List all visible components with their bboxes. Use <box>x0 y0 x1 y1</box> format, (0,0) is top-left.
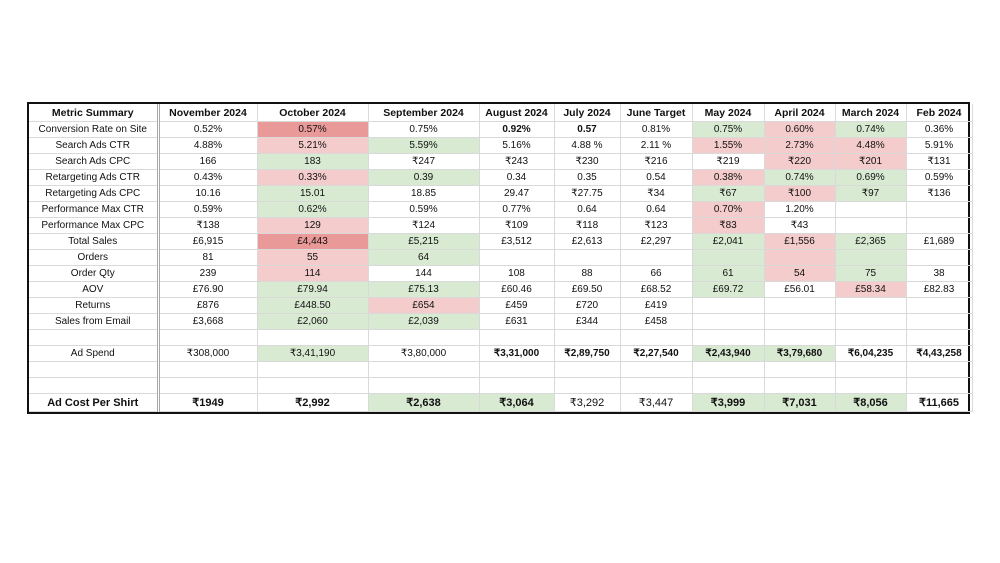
cell-october-2024[interactable]: 55 <box>257 250 368 266</box>
cell-august-2024[interactable]: £3,512 <box>479 234 554 250</box>
header-september-2024[interactable]: September 2024 <box>368 104 479 122</box>
cell-november-2024[interactable]: 239 <box>158 266 257 282</box>
row-performance-max-cpc <box>29 218 972 234</box>
cell-june-target[interactable]: ₹216 <box>620 154 692 170</box>
cell-june-target[interactable]: ₹3,447 <box>620 394 692 412</box>
cell-july-2024[interactable]: ₹3,292 <box>554 394 620 412</box>
row-retargeting-ads-cpc <box>29 186 972 202</box>
empty-cell[interactable] <box>257 362 368 378</box>
cell-april-2024[interactable]: 0.74% <box>764 170 835 186</box>
row-label[interactable]: Ad Cost Per Shirt <box>29 394 158 412</box>
cell-october-2024[interactable]: £79.94 <box>257 282 368 298</box>
cell-november-2024[interactable]: 0.43% <box>158 170 257 186</box>
cell-july-2024[interactable]: 88 <box>554 266 620 282</box>
empty-cell[interactable] <box>368 330 479 346</box>
spacer-row <box>29 362 972 378</box>
row-label[interactable]: Ad Spend <box>29 346 158 362</box>
empty-cell[interactable] <box>764 330 835 346</box>
empty-cell[interactable] <box>554 330 620 346</box>
cell-april-2024[interactable]: ₹100 <box>764 186 835 202</box>
cell-feb-2024[interactable]: 0.59% <box>906 170 972 186</box>
cell-august-2024[interactable]: ₹109 <box>479 218 554 234</box>
row-label[interactable]: Order Qty <box>29 266 158 282</box>
cell-march-2024[interactable]: ₹6,04,235 <box>835 346 906 362</box>
cell-may-2024[interactable]: £69.72 <box>692 282 764 298</box>
cell-april-2024[interactable]: 2.73% <box>764 138 835 154</box>
cell-june-target[interactable]: 0.81% <box>620 122 692 138</box>
cell-november-2024[interactable]: 0.59% <box>158 202 257 218</box>
row-orders <box>29 250 972 266</box>
cell-july-2024[interactable]: 0.64 <box>554 202 620 218</box>
cell-march-2024[interactable]: 0.74% <box>835 122 906 138</box>
header-metric-summary[interactable]: Metric Summary <box>29 104 158 122</box>
empty-cell[interactable] <box>29 362 158 378</box>
cell-july-2024[interactable] <box>554 250 620 266</box>
row-search-ads-cpc <box>29 154 972 170</box>
row-order-qty <box>29 266 972 282</box>
cell-march-2024[interactable]: ₹201 <box>835 154 906 170</box>
empty-cell[interactable] <box>554 362 620 378</box>
cell-august-2024[interactable]: ₹3,064 <box>479 394 554 412</box>
cell-april-2024[interactable] <box>764 250 835 266</box>
cell-june-target[interactable]: ₹34 <box>620 186 692 202</box>
empty-cell[interactable] <box>620 330 692 346</box>
cell-may-2024[interactable] <box>692 314 764 330</box>
row-label[interactable]: Performance Max CPC <box>29 218 158 234</box>
cell-feb-2024[interactable]: £1,689 <box>906 234 972 250</box>
cell-september-2024[interactable]: 0.75% <box>368 122 479 138</box>
cell-march-2024[interactable]: £2,365 <box>835 234 906 250</box>
cell-june-target[interactable]: 0.54 <box>620 170 692 186</box>
cell-may-2024[interactable]: 0.70% <box>692 202 764 218</box>
cell-feb-2024[interactable]: ₹136 <box>906 186 972 202</box>
header-row <box>29 104 972 122</box>
cell-august-2024[interactable]: £459 <box>479 298 554 314</box>
cell-august-2024[interactable]: ₹243 <box>479 154 554 170</box>
cell-june-target[interactable]: £419 <box>620 298 692 314</box>
cell-october-2024[interactable]: £448.50 <box>257 298 368 314</box>
empty-cell[interactable] <box>158 362 257 378</box>
cell-september-2024[interactable]: 144 <box>368 266 479 282</box>
cell-july-2024[interactable]: ₹230 <box>554 154 620 170</box>
cell-may-2024[interactable]: 61 <box>692 266 764 282</box>
cell-feb-2024[interactable] <box>906 314 972 330</box>
cell-august-2024[interactable] <box>479 250 554 266</box>
cell-october-2024[interactable]: 5.21% <box>257 138 368 154</box>
cell-september-2024[interactable]: 18.85 <box>368 186 479 202</box>
cell-october-2024[interactable]: 15.01 <box>257 186 368 202</box>
cell-november-2024[interactable]: ₹138 <box>158 218 257 234</box>
cell-november-2024[interactable]: 4.88% <box>158 138 257 154</box>
cell-august-2024[interactable]: £60.46 <box>479 282 554 298</box>
cell-june-target[interactable]: 66 <box>620 266 692 282</box>
cell-may-2024[interactable]: ₹3,999 <box>692 394 764 412</box>
empty-cell[interactable] <box>257 378 368 394</box>
header-october-2024[interactable]: October 2024 <box>257 104 368 122</box>
cell-may-2024[interactable]: ₹2,43,940 <box>692 346 764 362</box>
cell-october-2024[interactable]: 114 <box>257 266 368 282</box>
empty-cell[interactable] <box>692 330 764 346</box>
cell-august-2024[interactable]: 0.77% <box>479 202 554 218</box>
cell-september-2024[interactable]: 0.39 <box>368 170 479 186</box>
cell-march-2024[interactable] <box>835 298 906 314</box>
cell-april-2024[interactable]: ₹7,031 <box>764 394 835 412</box>
cell-may-2024[interactable]: ₹67 <box>692 186 764 202</box>
cell-august-2024[interactable]: 108 <box>479 266 554 282</box>
cell-november-2024[interactable]: £6,915 <box>158 234 257 250</box>
empty-cell[interactable] <box>29 330 158 346</box>
row-label[interactable]: Search Ads CTR <box>29 138 158 154</box>
cell-november-2024[interactable]: ₹308,000 <box>158 346 257 362</box>
cell-july-2024[interactable]: 0.57 <box>554 122 620 138</box>
cell-april-2024[interactable]: £1,556 <box>764 234 835 250</box>
cell-feb-2024[interactable]: ₹131 <box>906 154 972 170</box>
cell-may-2024[interactable]: 1.55% <box>692 138 764 154</box>
cell-march-2024[interactable]: ₹97 <box>835 186 906 202</box>
empty-cell[interactable] <box>692 362 764 378</box>
cell-july-2024[interactable]: £69.50 <box>554 282 620 298</box>
cell-august-2024[interactable]: ₹3,31,000 <box>479 346 554 362</box>
header-april-2024[interactable]: April 2024 <box>764 104 835 122</box>
empty-cell[interactable] <box>158 378 257 394</box>
cell-september-2024[interactable]: 0.59% <box>368 202 479 218</box>
cell-october-2024[interactable]: 0.62% <box>257 202 368 218</box>
row-sales-from-email <box>29 314 972 330</box>
header-may-2024[interactable]: May 2024 <box>692 104 764 122</box>
header-november-2024[interactable]: November 2024 <box>158 104 257 122</box>
cell-july-2024[interactable]: 4.88 % <box>554 138 620 154</box>
cell-october-2024[interactable]: ₹3,41,190 <box>257 346 368 362</box>
header-june-target[interactable]: June Target <box>620 104 692 122</box>
cell-april-2024[interactable]: 54 <box>764 266 835 282</box>
empty-cell[interactable] <box>554 378 620 394</box>
empty-cell[interactable] <box>906 362 972 378</box>
cell-october-2024[interactable]: 183 <box>257 154 368 170</box>
cell-november-2024[interactable]: 81 <box>158 250 257 266</box>
spacer-row <box>29 330 972 346</box>
row-label[interactable]: Retargeting Ads CPC <box>29 186 158 202</box>
row-label[interactable]: Conversion Rate on Site <box>29 122 158 138</box>
cell-april-2024[interactable]: £56.01 <box>764 282 835 298</box>
cell-july-2024[interactable]: £344 <box>554 314 620 330</box>
cell-august-2024[interactable]: £631 <box>479 314 554 330</box>
cell-feb-2024[interactable]: ₹11,665 <box>906 394 972 412</box>
header-feb-2024[interactable]: Feb 2024 <box>906 104 972 122</box>
empty-cell[interactable] <box>835 330 906 346</box>
cell-september-2024[interactable]: £75.13 <box>368 282 479 298</box>
empty-cell[interactable] <box>620 362 692 378</box>
cell-april-2024[interactable] <box>764 298 835 314</box>
cell-june-target[interactable]: ₹123 <box>620 218 692 234</box>
cell-march-2024[interactable]: 0.69% <box>835 170 906 186</box>
cell-july-2024[interactable]: ₹2,89,750 <box>554 346 620 362</box>
cell-feb-2024[interactable]: £82.83 <box>906 282 972 298</box>
cell-october-2024[interactable]: ₹2,992 <box>257 394 368 412</box>
row-performance-max-ctr <box>29 202 972 218</box>
cell-may-2024[interactable]: ₹83 <box>692 218 764 234</box>
cell-april-2024[interactable]: 0.60% <box>764 122 835 138</box>
cell-june-target[interactable]: 2.11 % <box>620 138 692 154</box>
row-ad-spend <box>29 346 972 362</box>
cell-november-2024[interactable]: 10.16 <box>158 186 257 202</box>
row-label[interactable]: AOV <box>29 282 158 298</box>
cell-feb-2024[interactable]: 0.36% <box>906 122 972 138</box>
empty-cell[interactable] <box>906 330 972 346</box>
empty-cell[interactable] <box>835 378 906 394</box>
empty-cell[interactable] <box>368 362 479 378</box>
cell-july-2024[interactable]: ₹118 <box>554 218 620 234</box>
row-conversion-rate-on-site <box>29 122 972 138</box>
cell-may-2024[interactable]: ₹219 <box>692 154 764 170</box>
cell-march-2024[interactable] <box>835 250 906 266</box>
row-ad-cost-per-shirt <box>29 394 972 412</box>
cell-november-2024[interactable]: 166 <box>158 154 257 170</box>
cell-august-2024[interactable]: 5.16% <box>479 138 554 154</box>
spacer-row <box>29 378 972 394</box>
row-aov <box>29 282 972 298</box>
cell-may-2024[interactable]: £2,041 <box>692 234 764 250</box>
row-label[interactable]: Performance Max CTR <box>29 202 158 218</box>
cell-feb-2024[interactable] <box>906 202 972 218</box>
empty-cell[interactable] <box>479 378 554 394</box>
cell-june-target[interactable]: £2,297 <box>620 234 692 250</box>
empty-cell[interactable] <box>692 378 764 394</box>
cell-october-2024[interactable]: 0.57% <box>257 122 368 138</box>
empty-cell[interactable] <box>835 362 906 378</box>
cell-june-target[interactable]: ₹2,27,540 <box>620 346 692 362</box>
cell-october-2024[interactable]: £2,060 <box>257 314 368 330</box>
row-label[interactable]: Total Sales <box>29 234 158 250</box>
cell-november-2024[interactable]: £876 <box>158 298 257 314</box>
cell-november-2024[interactable]: 0.52% <box>158 122 257 138</box>
row-label[interactable]: Search Ads CPC <box>29 154 158 170</box>
cell-may-2024[interactable]: 0.75% <box>692 122 764 138</box>
empty-cell[interactable] <box>906 378 972 394</box>
cell-march-2024[interactable] <box>835 202 906 218</box>
header-july-2024[interactable]: July 2024 <box>554 104 620 122</box>
metric-table <box>29 104 973 412</box>
cell-september-2024[interactable]: ₹124 <box>368 218 479 234</box>
cell-feb-2024[interactable]: 5.91% <box>906 138 972 154</box>
cell-november-2024[interactable]: ₹1949 <box>158 394 257 412</box>
cell-september-2024[interactable]: ₹3,80,000 <box>368 346 479 362</box>
cell-april-2024[interactable]: ₹220 <box>764 154 835 170</box>
cell-august-2024[interactable]: 0.92% <box>479 122 554 138</box>
empty-cell[interactable] <box>479 362 554 378</box>
cell-august-2024[interactable]: 0.34 <box>479 170 554 186</box>
cell-september-2024[interactable]: £2,039 <box>368 314 479 330</box>
cell-may-2024[interactable] <box>692 298 764 314</box>
cell-july-2024[interactable]: £2,613 <box>554 234 620 250</box>
cell-april-2024[interactable]: 1.20% <box>764 202 835 218</box>
row-label[interactable]: Sales from Email <box>29 314 158 330</box>
cell-march-2024[interactable]: ₹8,056 <box>835 394 906 412</box>
cell-june-target[interactable]: 0.64 <box>620 202 692 218</box>
empty-cell[interactable] <box>764 362 835 378</box>
cell-november-2024[interactable]: £76.90 <box>158 282 257 298</box>
cell-feb-2024[interactable]: 38 <box>906 266 972 282</box>
cell-march-2024[interactable] <box>835 218 906 234</box>
cell-may-2024[interactable]: 0.38% <box>692 170 764 186</box>
cell-july-2024[interactable]: ₹27.75 <box>554 186 620 202</box>
row-label[interactable]: Returns <box>29 298 158 314</box>
cell-september-2024[interactable]: £5,215 <box>368 234 479 250</box>
cell-september-2024[interactable]: ₹247 <box>368 154 479 170</box>
cell-july-2024[interactable]: £720 <box>554 298 620 314</box>
metric-summary-sheet <box>27 102 970 414</box>
cell-april-2024[interactable]: ₹3,79,680 <box>764 346 835 362</box>
cell-july-2024[interactable]: 0.35 <box>554 170 620 186</box>
cell-june-target[interactable]: £68.52 <box>620 282 692 298</box>
cell-april-2024[interactable]: ₹43 <box>764 218 835 234</box>
cell-september-2024[interactable]: ₹2,638 <box>368 394 479 412</box>
row-label[interactable]: Retargeting Ads CTR <box>29 170 158 186</box>
cell-june-target[interactable]: £458 <box>620 314 692 330</box>
empty-cell[interactable] <box>764 378 835 394</box>
empty-cell[interactable] <box>257 330 368 346</box>
cell-march-2024[interactable] <box>835 314 906 330</box>
cell-april-2024[interactable] <box>764 314 835 330</box>
cell-march-2024[interactable]: £58.34 <box>835 282 906 298</box>
cell-feb-2024[interactable] <box>906 250 972 266</box>
empty-cell[interactable] <box>29 378 158 394</box>
cell-may-2024[interactable] <box>692 250 764 266</box>
row-search-ads-ctr <box>29 138 972 154</box>
cell-october-2024[interactable]: £4,443 <box>257 234 368 250</box>
row-returns <box>29 298 972 314</box>
cell-march-2024[interactable]: 4.48% <box>835 138 906 154</box>
cell-march-2024[interactable]: 75 <box>835 266 906 282</box>
row-label[interactable]: Orders <box>29 250 158 266</box>
cell-november-2024[interactable]: £3,668 <box>158 314 257 330</box>
header-march-2024[interactable]: March 2024 <box>835 104 906 122</box>
cell-feb-2024[interactable] <box>906 298 972 314</box>
empty-cell[interactable] <box>620 378 692 394</box>
cell-feb-2024[interactable] <box>906 218 972 234</box>
cell-august-2024[interactable]: 29.47 <box>479 186 554 202</box>
empty-cell[interactable] <box>479 330 554 346</box>
empty-cell[interactable] <box>368 378 479 394</box>
cell-september-2024[interactable]: 64 <box>368 250 479 266</box>
cell-feb-2024[interactable]: ₹4,43,258 <box>906 346 972 362</box>
row-retargeting-ads-ctr <box>29 170 972 186</box>
header-august-2024[interactable]: August 2024 <box>479 104 554 122</box>
cell-june-target[interactable] <box>620 250 692 266</box>
row-total-sales <box>29 234 972 250</box>
empty-cell[interactable] <box>158 330 257 346</box>
cell-october-2024[interactable]: 0.33% <box>257 170 368 186</box>
cell-september-2024[interactable]: 5.59% <box>368 138 479 154</box>
cell-october-2024[interactable]: 129 <box>257 218 368 234</box>
cell-september-2024[interactable]: £654 <box>368 298 479 314</box>
